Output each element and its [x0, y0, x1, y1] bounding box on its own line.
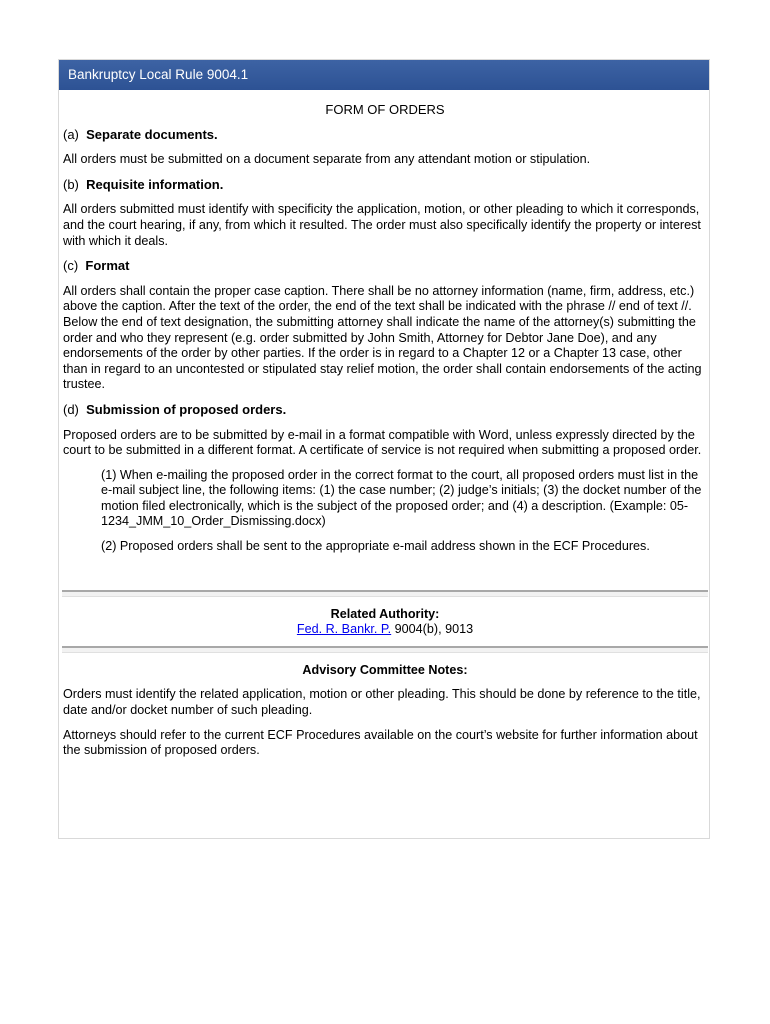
- section-marker: (c): [63, 258, 79, 274]
- rule-title-bar: [59, 60, 709, 90]
- related-authority-citation: [63, 622, 707, 638]
- related-authority: [63, 607, 707, 638]
- advisory-notes-heading: Advisory Committee Notes:: [302, 662, 468, 677]
- section-d-sub-item-2: (2) Proposed orders shall be sent to the appropriate e-mail address shown in the ECF Procedures.: [101, 539, 650, 554]
- section-c-paragraph: All orders shall contain the proper case caption. There shall be no attorney information (name, firm, address, etc.) above the caption. After the text of the order, the end of the text shall be indicated with the phrase // end of text //. Below the end of text designation, the submitting attorney shall indicate the name of the attorney(s) submitting the order and who they represent (e.g. order submitted by John Smith, Attorney for Debtor Jane Doe), and any endorsements of the order by other parties. If the order is in regard to a Chapter 12 or a Chapter 13 case, other than in regard to an uncontested or stipulated stay relief motion, the order shall contain endorsements of the acting trustee.: [63, 283, 702, 392]
- section-divider: [62, 590, 708, 597]
- related-authority-heading: Related Authority:: [330, 606, 440, 621]
- section-d-sub-item-1: (1) When e-mailing the proposed order in the correct format to the court, all proposed orders must list in the e-mail subject line, the following items: (1) the case number; (2) judge’s initials; (3) the docket number of the motion filed electronically, which is the subject of the proposed order; and (4) a description. (Example: 05-1234_JMM_10_Order_Dismissing.docx): [101, 467, 702, 529]
- advisory-note-paragraph: Attorneys should refer to the current ECF Procedures available on the court’s website for further information about the submission of proposed orders.: [63, 727, 698, 758]
- section-label: Requisite information.: [86, 176, 224, 192]
- section-marker: (d): [63, 401, 79, 417]
- section-divider: [62, 646, 708, 653]
- section-b-heading: [63, 177, 707, 193]
- section-label: Separate documents.: [86, 126, 218, 142]
- rule-document-frame: [58, 59, 710, 839]
- section-c-heading: [63, 258, 707, 274]
- section-d-heading: [63, 402, 707, 418]
- citation-rules: 9004(b), 9013: [391, 622, 474, 637]
- fed-r-bankr-p-link[interactable]: Fed. R. Bankr. P.: [296, 622, 392, 637]
- section-a-paragraph: All orders must be submitted on a document separate from any attendant motion or stipulation.: [63, 152, 591, 167]
- rule-content: [63, 90, 707, 759]
- rule-title: Bankruptcy Local Rule 9004.1: [68, 67, 249, 82]
- section-b-paragraph: All orders submitted must identify with specificity the application, motion, or other pleading to which it corresponds, and the court hearing, if any, from which it resulted. The order must also specifically identify the property or interest with which it deals.: [63, 202, 701, 248]
- section-label: Format: [85, 258, 130, 274]
- advisory-note-paragraph: Orders must identify the related application, motion or other pleading. This should be done by reference to the title, date and/or docket number of such pleading.: [63, 687, 701, 718]
- section-marker: (a): [63, 126, 79, 142]
- section-label: Submission of proposed orders.: [86, 401, 287, 417]
- section-d-paragraph: Proposed orders are to be submitted by e-mail in a format compatible with Word, unless expressly directed by the court to be submitted in a different format. A certificate of service is not required when submitting a proposed order.: [63, 427, 702, 458]
- section-marker: (b): [63, 176, 79, 192]
- section-a-heading: [63, 127, 707, 143]
- form-title: FORM OF ORDERS: [325, 102, 445, 117]
